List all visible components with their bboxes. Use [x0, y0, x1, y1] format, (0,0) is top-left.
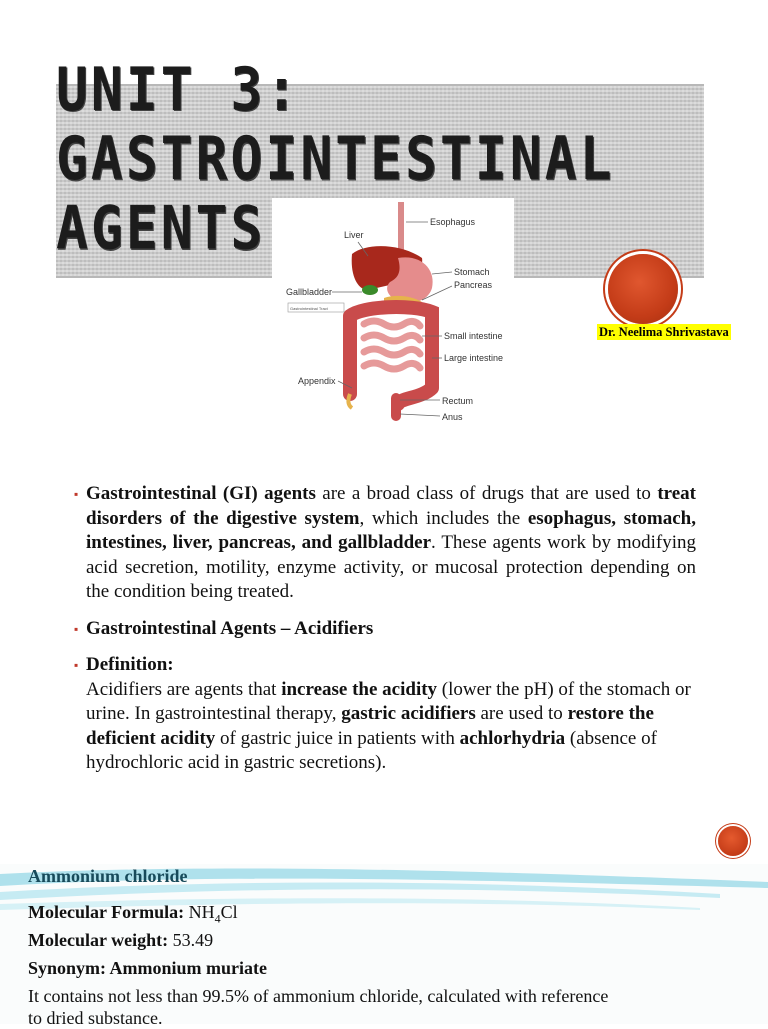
def-text-2: (lower the pH) of the stomach or urine. In gastrointestinal therapy,	[86, 678, 691, 724]
definition-label: Definition:	[86, 654, 174, 675]
decorative-orb	[608, 254, 678, 324]
def-term-1: increase the acidity	[281, 678, 438, 700]
intro-organs: esophagus, stomach, intestines, liver, pancreas, and gallbladder	[86, 507, 696, 553]
def-term-2: gastric acidifiers	[341, 703, 476, 724]
def-term-3: restore the deficient acidity	[86, 703, 654, 749]
label-large-intestine: Large intestine	[444, 353, 504, 363]
digestive-system-diagram	[272, 198, 514, 424]
weight-value: 53.49	[172, 930, 214, 950]
molecular-formula	[28, 902, 238, 927]
def-text-3: are used to	[475, 703, 568, 724]
def-text-4: of gastric juice in patients with	[215, 727, 460, 749]
purity-line-2: to dried substance.	[28, 1008, 163, 1028]
intro-text-3: . These agents work by modifying acid secretion, motility, enzyme activity, or mucosal protection depending on the condition being treated.	[86, 532, 696, 602]
intro-text-1: are a broad class of drugs that are used to	[315, 483, 658, 504]
formula-label: Molecular Formula:	[28, 902, 185, 922]
molecular-weight	[28, 930, 213, 951]
author-name: Dr. Neelima Shrivastava	[599, 325, 729, 339]
acidifiers-heading: Gastrointestinal Agents – Acidifiers	[86, 617, 374, 639]
formula-end: Cl	[220, 902, 238, 922]
bullet-marker-icon: ▪	[74, 658, 79, 672]
intro-term: Gastrointestinal (GI) agents	[86, 483, 316, 504]
formula-subscript: 4	[214, 911, 221, 926]
formula-main: NH	[188, 902, 215, 922]
label-anus: Anus	[442, 412, 463, 422]
def-text-1: Acidifiers are agents that	[86, 678, 282, 700]
title-line-1: UNIT 3:	[56, 56, 301, 125]
decorative-orb-small	[718, 826, 748, 856]
intro-text-2: , which includes the	[359, 507, 528, 529]
bullet-marker-icon: ▪	[74, 487, 79, 501]
label-small-intestine: Small intestine	[444, 331, 503, 341]
synonym	[28, 958, 267, 979]
label-esophagus: Esophagus	[430, 217, 476, 227]
synonym-text: Synonym: Ammonium muriate	[28, 958, 268, 978]
weight-label: Molecular weight:	[28, 930, 169, 950]
label-rectum: Rectum	[442, 396, 474, 406]
label-gallbladder: Gallbladder	[286, 287, 333, 297]
bullet-marker-icon: ▪	[74, 621, 79, 636]
diagram-caption-box: Gastrointestinal Tract	[290, 306, 328, 311]
def-term-4: achlorhydria	[459, 727, 566, 749]
bullet-list	[74, 482, 696, 788]
bullet-definition	[74, 653, 696, 776]
label-pancreas: Pancreas	[454, 280, 493, 290]
bullet-intro	[74, 482, 696, 605]
label-liver: Liver	[344, 230, 364, 240]
monograph-heading: Ammonium chloride	[28, 866, 188, 886]
title-line-3: AGENTS	[56, 194, 266, 264]
label-stomach: Stomach	[454, 267, 490, 277]
purity-line-1: It contains not less than 99.5% of ammonium chloride, calculated with reference	[28, 986, 609, 1006]
title-line-2: GASTROINTESTINAL	[56, 125, 615, 194]
bullet-heading	[74, 617, 696, 642]
intro-term-2: treat disorders of the digestive system	[86, 483, 696, 529]
def-text-5: (absence of hydrochloric acid in gastric secretions).	[86, 727, 657, 773]
label-appendix: Appendix	[298, 376, 336, 386]
